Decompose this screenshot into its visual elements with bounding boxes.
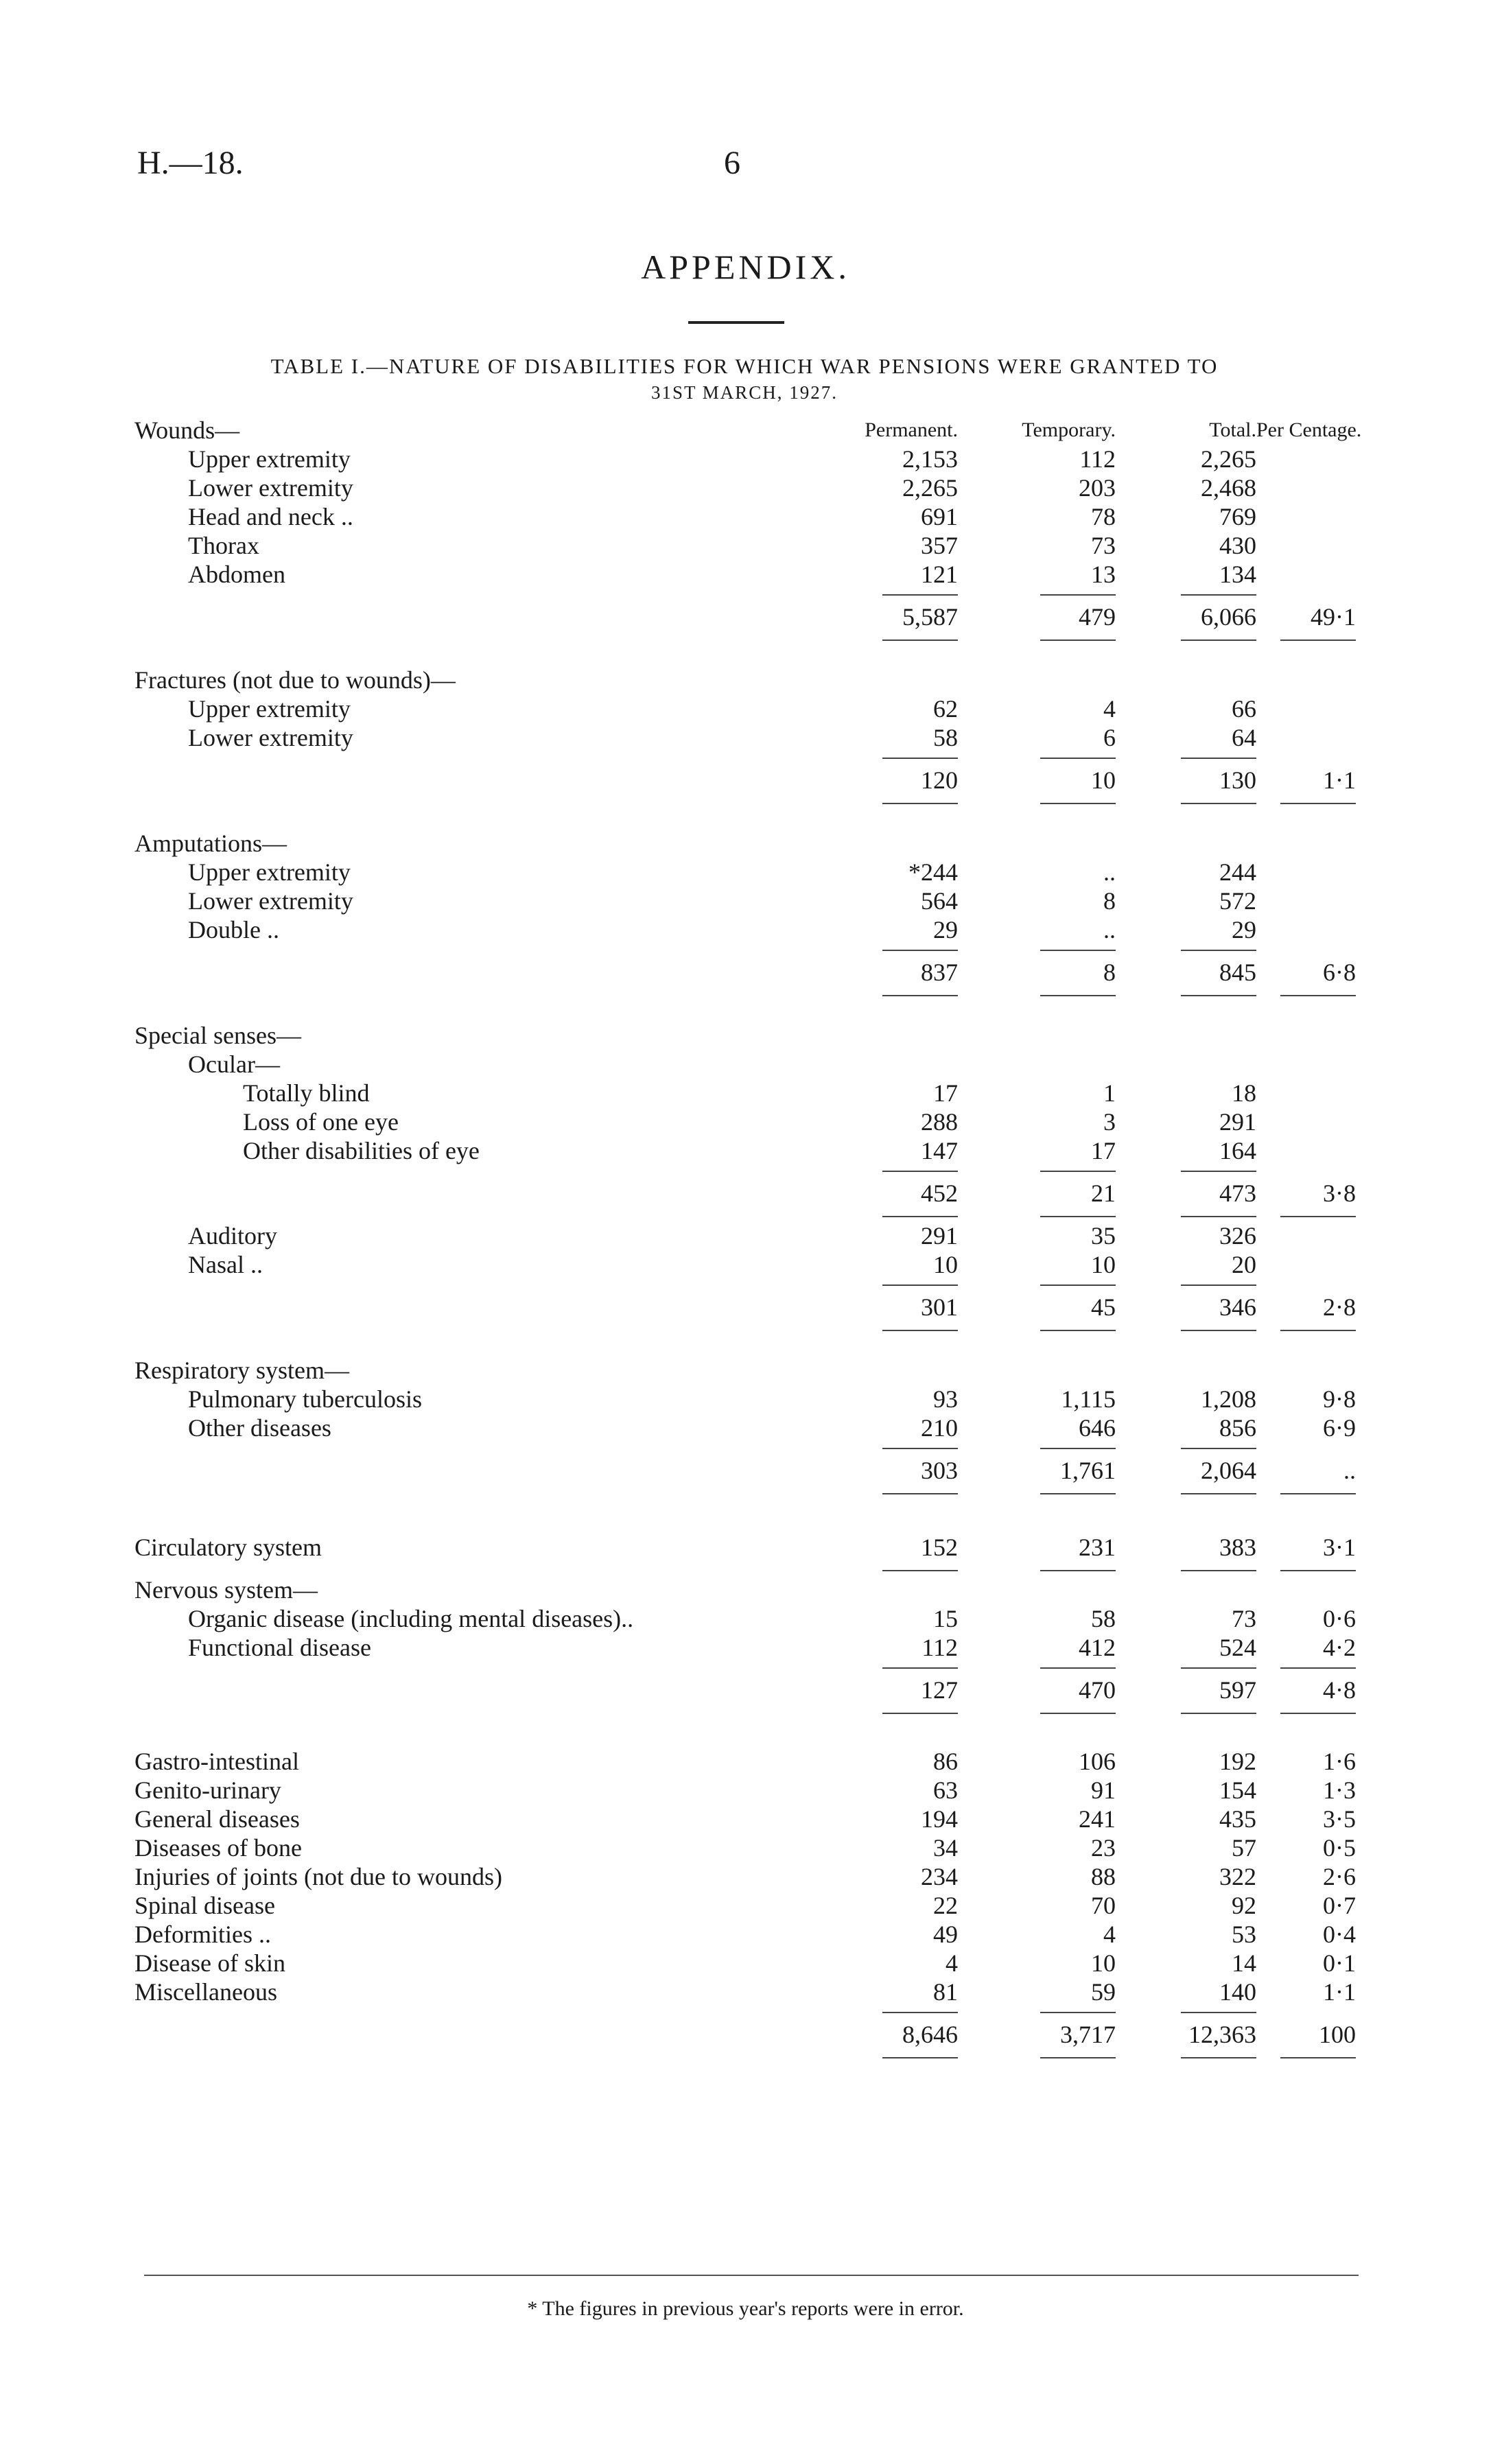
temporary-value: 112 bbox=[1079, 445, 1116, 473]
permanent-value: 291 bbox=[921, 1222, 958, 1249]
percentage-value: 2·6 bbox=[1323, 1863, 1356, 1890]
permanent-value: 121 bbox=[921, 561, 958, 588]
table-row bbox=[134, 502, 1356, 531]
total-value: 769 bbox=[1219, 503, 1256, 530]
total-value: 244 bbox=[1219, 858, 1256, 886]
temporary-value: 241 bbox=[1079, 1805, 1116, 1833]
permanent-value: *244 bbox=[908, 858, 958, 886]
row-label: Injuries of joints (not due to wounds) bbox=[134, 1863, 502, 1890]
section-header-row bbox=[134, 666, 1356, 694]
temporary-subtotal: 470 bbox=[958, 1662, 1116, 1718]
table-row bbox=[134, 1604, 1356, 1633]
temporary-value: 6 bbox=[1103, 724, 1116, 751]
temporary-grand-total: 3,717 bbox=[958, 2006, 1116, 2063]
temporary-value: 10 bbox=[1091, 1949, 1116, 1977]
total-value: 164 bbox=[1219, 1137, 1256, 1164]
total-value: 29 bbox=[1232, 916, 1256, 943]
percentage-subtotal: 4·8 bbox=[1256, 1662, 1356, 1718]
permanent-grand-total: 8,646 bbox=[731, 2006, 958, 2063]
total-subtotal: 130 bbox=[1116, 752, 1256, 808]
temporary-value: 35 bbox=[1091, 1222, 1116, 1249]
subtotal-row bbox=[134, 589, 1356, 645]
row-label: Functional disease bbox=[188, 1634, 371, 1661]
permanent-value: 86 bbox=[933, 1748, 958, 1775]
permanent-value: 58 bbox=[933, 724, 958, 751]
total-value: 192 bbox=[1219, 1748, 1256, 1775]
table-row bbox=[134, 858, 1356, 887]
temporary-value: 4 bbox=[1103, 1921, 1116, 1948]
total-value: 430 bbox=[1219, 532, 1256, 559]
temporary-value: 88 bbox=[1091, 1863, 1116, 1890]
total-value: 14 bbox=[1232, 1949, 1256, 1977]
percentage-subtotal: .. bbox=[1256, 1442, 1356, 1499]
permanent-subtotal: 452 bbox=[731, 1165, 958, 1221]
total-subtotal: 6,066 bbox=[1116, 589, 1256, 645]
row-label: Miscellaneous bbox=[134, 1978, 277, 2006]
table-row bbox=[134, 1519, 1356, 1575]
subsection-label: Ocular— bbox=[188, 1051, 280, 1078]
table-row bbox=[134, 1747, 1356, 1776]
temporary-value: 412 bbox=[1079, 1634, 1116, 1661]
temporary-value: 1,115 bbox=[1061, 1385, 1116, 1413]
document-code: H.—18. bbox=[137, 145, 244, 181]
row-label: General diseases bbox=[134, 1805, 300, 1833]
permanent-value: 147 bbox=[921, 1137, 958, 1164]
permanent-subtotal: 120 bbox=[731, 752, 958, 808]
total-value: 20 bbox=[1232, 1251, 1256, 1278]
total-value: 154 bbox=[1219, 1776, 1256, 1804]
total-value: 134 bbox=[1219, 561, 1256, 588]
row-label: Deformities .. bbox=[134, 1921, 271, 1948]
table-row bbox=[134, 1413, 1356, 1442]
table-row bbox=[134, 1385, 1356, 1413]
total-value: 2,265 bbox=[1201, 445, 1256, 473]
table-row bbox=[134, 1862, 1356, 1891]
percentage-subtotal: 49·1 bbox=[1256, 589, 1356, 645]
percentage-subtotal: 6·8 bbox=[1256, 944, 1356, 1000]
subtotal-row bbox=[134, 1165, 1356, 1221]
permanent-value: 93 bbox=[933, 1385, 958, 1413]
row-label: Auditory bbox=[188, 1222, 277, 1249]
total-value: 435 bbox=[1219, 1805, 1256, 1833]
total-value: 572 bbox=[1219, 887, 1256, 915]
permanent-subtotal: 303 bbox=[731, 1442, 958, 1499]
percentage-value: 3·1 bbox=[1256, 1519, 1356, 1575]
total-subtotal: 2,064 bbox=[1116, 1442, 1256, 1499]
table-row bbox=[134, 1136, 1356, 1165]
temporary-subtotal: 479 bbox=[958, 589, 1116, 645]
permanent-value: 210 bbox=[921, 1414, 958, 1442]
total-subtotal: 473 bbox=[1116, 1165, 1256, 1221]
permanent-value: 4 bbox=[946, 1949, 958, 1977]
temporary-value: 106 bbox=[1079, 1748, 1116, 1775]
section-header-row bbox=[134, 1021, 1356, 1050]
row-label: Upper extremity bbox=[188, 858, 351, 886]
section-header-row bbox=[134, 1356, 1356, 1385]
permanent-value: 49 bbox=[933, 1921, 958, 1948]
permanent-value: 112 bbox=[921, 1634, 958, 1661]
permanent-value: 691 bbox=[921, 503, 958, 530]
permanent-value: 29 bbox=[933, 916, 958, 943]
table-row bbox=[134, 1805, 1356, 1833]
temporary-value: 231 bbox=[958, 1519, 1116, 1575]
row-label: Lower extremity bbox=[188, 887, 353, 915]
permanent-value: 194 bbox=[921, 1805, 958, 1833]
section-label: Special senses— bbox=[134, 1022, 301, 1049]
table-row bbox=[134, 1633, 1356, 1662]
table-row bbox=[134, 1920, 1356, 1949]
total-value: 18 bbox=[1232, 1079, 1256, 1107]
grand-total-row bbox=[134, 2006, 1356, 2063]
percentage-value: 4·2 bbox=[1323, 1634, 1356, 1661]
temporary-subtotal: 45 bbox=[958, 1279, 1116, 1335]
row-label: Diseases of bone bbox=[134, 1834, 302, 1862]
percentage-subtotal: 1·1 bbox=[1256, 752, 1356, 808]
permanent-value: 34 bbox=[933, 1834, 958, 1862]
row-label: Other diseases bbox=[188, 1414, 331, 1442]
table-end-rule bbox=[144, 2275, 1359, 2276]
percentage-value: 3·5 bbox=[1323, 1805, 1356, 1833]
section-header-row bbox=[134, 1575, 1356, 1604]
section-label: Respiratory system— bbox=[134, 1357, 349, 1384]
percentage-value: 6·9 bbox=[1323, 1414, 1356, 1442]
total-subtotal: 346 bbox=[1116, 1279, 1256, 1335]
subtotal-row bbox=[134, 752, 1356, 808]
section-label: Wounds— bbox=[134, 416, 240, 444]
temporary-value: 646 bbox=[1079, 1414, 1116, 1442]
temporary-value: 4 bbox=[1103, 695, 1116, 723]
total-value: 73 bbox=[1232, 1605, 1256, 1632]
total-value: 1,208 bbox=[1201, 1385, 1256, 1413]
temporary-subtotal: 10 bbox=[958, 752, 1116, 808]
table-row bbox=[134, 1891, 1356, 1920]
percentage-value: 0·6 bbox=[1323, 1605, 1356, 1632]
temporary-value: 8 bbox=[1103, 887, 1116, 915]
percentage-value: 0·1 bbox=[1323, 1949, 1356, 1977]
total-value: 2,468 bbox=[1201, 474, 1256, 502]
permanent-value: 63 bbox=[933, 1776, 958, 1804]
total-value: 140 bbox=[1219, 1978, 1256, 2006]
temporary-value: 58 bbox=[1091, 1605, 1116, 1632]
temporary-value: .. bbox=[1103, 858, 1116, 886]
temporary-value: 3 bbox=[1103, 1108, 1116, 1136]
section-header-row bbox=[134, 829, 1356, 858]
temporary-value: 203 bbox=[1079, 474, 1116, 502]
table-title-line1: TABLE I.—NATURE OF DISABILITIES FOR WHICH WAR PENSIONS WERE GRANTED TO bbox=[270, 354, 1219, 378]
total-value: 322 bbox=[1219, 1863, 1256, 1890]
table-row bbox=[134, 1833, 1356, 1862]
permanent-value: 152 bbox=[731, 1519, 958, 1575]
total-value: 291 bbox=[1219, 1108, 1256, 1136]
permanent-value: 62 bbox=[933, 695, 958, 723]
table-row bbox=[134, 694, 1356, 723]
total-value: 524 bbox=[1219, 1634, 1256, 1661]
row-label: Other disabilities of eye bbox=[243, 1137, 480, 1164]
row-label: Lower extremity bbox=[188, 724, 353, 751]
permanent-subtotal: 5,587 bbox=[731, 589, 958, 645]
table-row bbox=[134, 915, 1356, 944]
temporary-value: 17 bbox=[1091, 1137, 1116, 1164]
row-label: Upper extremity bbox=[188, 695, 351, 723]
total-value: 383 bbox=[1116, 1519, 1256, 1575]
total-subtotal: 597 bbox=[1116, 1662, 1256, 1718]
col-total-header: Total. bbox=[1209, 419, 1256, 441]
permanent-value: 81 bbox=[933, 1978, 958, 2006]
table-row bbox=[134, 1776, 1356, 1805]
temporary-value: 59 bbox=[1091, 1978, 1116, 2006]
row-label: Nasal .. bbox=[188, 1251, 263, 1278]
table-row bbox=[134, 1978, 1356, 2006]
percentage-grand-total: 100 bbox=[1256, 2006, 1356, 2063]
table-row bbox=[134, 723, 1356, 752]
percentage-value: 1·6 bbox=[1323, 1748, 1356, 1775]
temporary-value: 1 bbox=[1103, 1079, 1116, 1107]
percentage-value: 0·5 bbox=[1323, 1834, 1356, 1862]
total-value: 856 bbox=[1219, 1414, 1256, 1442]
table-row bbox=[134, 1949, 1356, 1978]
row-label: Upper extremity bbox=[188, 445, 351, 473]
permanent-subtotal: 837 bbox=[731, 944, 958, 1000]
table-title-line2: 31ST MARCH, 1927. bbox=[650, 382, 838, 403]
temporary-subtotal: 8 bbox=[958, 944, 1116, 1000]
permanent-value: 564 bbox=[921, 887, 958, 915]
temporary-value: .. bbox=[1103, 916, 1116, 943]
row-label: Loss of one eye bbox=[243, 1108, 399, 1136]
footnote: * The figures in previous year's reports were in error. bbox=[527, 2297, 964, 2320]
col-permanent-header: Permanent. bbox=[865, 419, 958, 441]
permanent-value: 234 bbox=[921, 1863, 958, 1890]
subtotal-row bbox=[134, 944, 1356, 1000]
percentage-value: 9·8 bbox=[1323, 1385, 1356, 1413]
subtotal-row bbox=[134, 1662, 1356, 1718]
page-number: 6 bbox=[724, 145, 740, 181]
section-label: Amputations— bbox=[134, 830, 287, 857]
subsection-header-row bbox=[134, 1050, 1356, 1079]
table-row bbox=[134, 560, 1356, 589]
permanent-subtotal: 127 bbox=[731, 1662, 958, 1718]
percentage-value: 0·4 bbox=[1323, 1921, 1356, 1948]
percentage-value: 1·1 bbox=[1323, 1978, 1356, 2006]
row-label: Abdomen bbox=[188, 561, 285, 588]
permanent-value: 2,153 bbox=[902, 445, 958, 473]
section-label: Nervous system— bbox=[134, 1576, 318, 1604]
table-row bbox=[134, 1221, 1356, 1250]
column-header-row bbox=[134, 416, 1356, 445]
subtotal-row bbox=[134, 1279, 1356, 1335]
row-label: Pulmonary tuberculosis bbox=[188, 1385, 422, 1413]
total-subtotal: 845 bbox=[1116, 944, 1256, 1000]
col-percentage-header: Per Centage. bbox=[1256, 419, 1362, 441]
table-title bbox=[137, 353, 1352, 406]
total-value: 64 bbox=[1232, 724, 1256, 751]
row-label: Circulatory system bbox=[134, 1534, 322, 1561]
permanent-value: 357 bbox=[921, 532, 958, 559]
total-value: 53 bbox=[1232, 1921, 1256, 1948]
permanent-value: 17 bbox=[933, 1079, 958, 1107]
permanent-value: 22 bbox=[933, 1892, 958, 1919]
percentage-subtotal: 3·8 bbox=[1256, 1165, 1356, 1221]
total-value: 92 bbox=[1232, 1892, 1256, 1919]
permanent-value: 2,265 bbox=[902, 474, 958, 502]
row-label: Head and neck .. bbox=[188, 503, 353, 530]
table-row bbox=[134, 531, 1356, 560]
total-value: 57 bbox=[1232, 1834, 1256, 1862]
appendix-heading: APPENDIX. bbox=[641, 248, 850, 286]
table-row bbox=[134, 445, 1356, 473]
row-label: Genito-urinary bbox=[134, 1776, 281, 1804]
temporary-value: 10 bbox=[1091, 1251, 1116, 1278]
percentage-value: 0·7 bbox=[1323, 1892, 1356, 1919]
temporary-value: 78 bbox=[1091, 503, 1116, 530]
heading-rule bbox=[688, 321, 784, 324]
table-row bbox=[134, 1250, 1356, 1279]
row-label: Double .. bbox=[188, 916, 279, 943]
temporary-value: 13 bbox=[1091, 561, 1116, 588]
row-label: Spinal disease bbox=[134, 1892, 275, 1919]
temporary-subtotal: 21 bbox=[958, 1165, 1116, 1221]
subtotal-row bbox=[134, 1442, 1356, 1499]
disabilities-table bbox=[134, 416, 1362, 2063]
permanent-value: 288 bbox=[921, 1108, 958, 1136]
temporary-value: 70 bbox=[1091, 1892, 1116, 1919]
permanent-value: 15 bbox=[933, 1605, 958, 1632]
temporary-value: 73 bbox=[1091, 532, 1116, 559]
temporary-value: 23 bbox=[1091, 1834, 1116, 1862]
percentage-subtotal: 2·8 bbox=[1256, 1279, 1356, 1335]
temporary-value: 91 bbox=[1091, 1776, 1116, 1804]
total-value: 326 bbox=[1219, 1222, 1256, 1249]
section-label: Fractures (not due to wounds)— bbox=[134, 666, 456, 694]
row-label: Disease of skin bbox=[134, 1949, 285, 1977]
table-row bbox=[134, 473, 1356, 502]
row-label: Lower extremity bbox=[188, 474, 353, 502]
row-label: Thorax bbox=[188, 532, 259, 559]
temporary-subtotal: 1,761 bbox=[958, 1442, 1116, 1499]
permanent-value: 10 bbox=[933, 1251, 958, 1278]
row-label: Organic disease (including mental diseases).. bbox=[188, 1605, 634, 1632]
total-value: 66 bbox=[1232, 695, 1256, 723]
table-row bbox=[134, 1107, 1356, 1136]
row-label: Totally blind bbox=[243, 1079, 370, 1107]
table-row bbox=[134, 887, 1356, 915]
row-label: Gastro-intestinal bbox=[134, 1748, 299, 1775]
permanent-subtotal: 301 bbox=[731, 1279, 958, 1335]
table-row bbox=[134, 1079, 1356, 1107]
percentage-value: 1·3 bbox=[1323, 1776, 1356, 1804]
col-temporary-header: Temporary. bbox=[1022, 419, 1116, 441]
total-grand-total: 12,363 bbox=[1116, 2006, 1256, 2063]
